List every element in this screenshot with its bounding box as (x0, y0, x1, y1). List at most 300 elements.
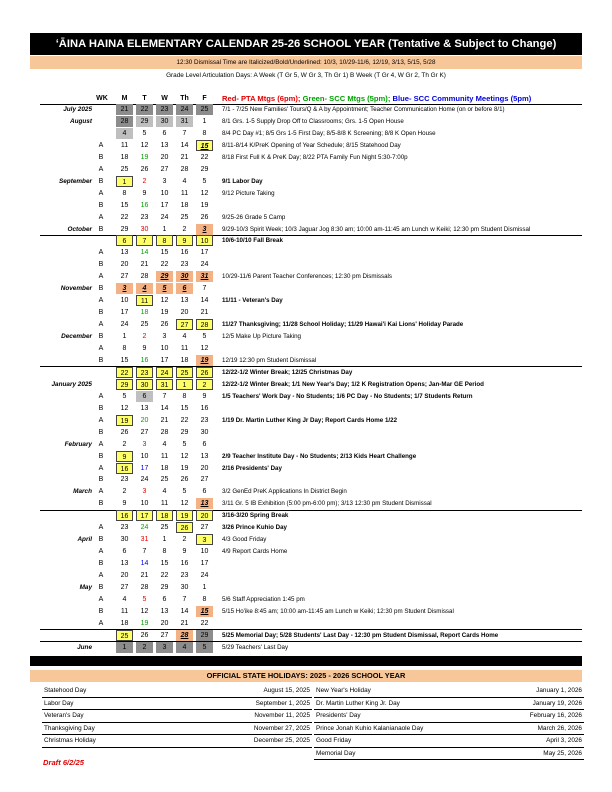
day-cell-fri: 20 (200, 464, 209, 472)
day-cell-mon: 1 (116, 176, 133, 187)
day-cell-thu: 25 (176, 367, 193, 378)
day-cell-fri: 8 (202, 595, 207, 603)
day-cell-tue: 6 (136, 391, 153, 402)
day-cell-wed: 24 (156, 367, 173, 378)
day-cell-wed: 13 (160, 141, 169, 149)
week-type: B (98, 607, 104, 615)
day-cell-mon: 11 (120, 607, 129, 615)
event-text: 12/22-1/2 Winter Break; 1/1 New Year's Day; 1/2 K Registration Opens; Jan-Mar GE Period (222, 380, 484, 388)
day-cell-wed: 3 (162, 177, 167, 185)
day-cell-fri: 8 (202, 129, 207, 137)
day-cell-fri: 21 (200, 309, 209, 317)
day-cell-wed: 31 (156, 379, 173, 390)
calendar-row (0, 391, 612, 402)
day-cell-wed: 1 (162, 225, 167, 233)
week-type: B (98, 356, 104, 364)
week-type: B (98, 404, 104, 412)
month-label: July 2025 (63, 106, 92, 113)
day-cell-mon: 23 (120, 476, 129, 484)
day-cell-tue: 24 (140, 476, 149, 484)
day-cell-tue: 12 (140, 141, 149, 149)
day-cell-mon: 12 (120, 404, 129, 412)
day-cell-wed: 10 (160, 345, 169, 352)
week-type: A (98, 488, 104, 496)
day-cell-fri: 17 (200, 560, 209, 568)
day-cell-fri: 5 (202, 177, 207, 185)
holiday-row (42, 735, 312, 748)
day-cell-mon: 15 (120, 356, 129, 364)
day-cell-wed: 25 (160, 476, 169, 484)
week-type: B (98, 177, 104, 185)
day-cell-fri: 12 (200, 189, 209, 197)
day-cell-wed: 17 (160, 201, 169, 209)
day-cell-fri: 26 (196, 367, 213, 378)
calendar-row (0, 451, 612, 462)
day-cell-fri: 26 (200, 213, 209, 221)
day-cell-fri: 22 (200, 619, 209, 627)
holidays-title: OFFICIAL STATE HOLIDAYS: 2025 - 2026 SCHOOL YEAR (30, 670, 582, 682)
day-cell-thu: 22 (180, 416, 189, 424)
day-cell-wed: 20 (160, 619, 169, 627)
week-type: A (98, 440, 104, 448)
event-text: 9/25-26 Grade 5 Camp (222, 213, 286, 221)
week-type: A (98, 213, 104, 221)
calendar-row (0, 582, 612, 593)
holiday-date: February 16, 2026 (529, 712, 582, 719)
day-cell-wed: 29 (156, 271, 173, 282)
day-cell-wed: 28 (160, 428, 169, 436)
day-cell-wed: 13 (160, 607, 169, 615)
day-cell-mon: 20 (120, 572, 129, 580)
week-type: A (98, 141, 104, 149)
day-cell-thu: 15 (180, 404, 189, 412)
calendar-row (0, 259, 612, 270)
day-cell-wed: 3 (156, 642, 173, 653)
week-type: A (98, 416, 104, 424)
week-type: A (98, 572, 104, 580)
calendar-row (0, 439, 612, 450)
day-cell-thu: 16 (180, 560, 189, 568)
day-cell-fri: 5 (196, 642, 213, 653)
calendar-row (0, 307, 612, 318)
day-cell-tue: 26 (140, 631, 149, 639)
day-cell-fri: 13 (196, 498, 213, 509)
holiday-name: New Year's Holiday (316, 687, 371, 694)
event-text: 5/15 Ho'ike 8:45 am; 10:00 am-11:45 am Lunch w Keiki; 12:30 pm Student Dismissal (222, 607, 454, 615)
day-cell-fri: 22 (200, 153, 209, 161)
day-cell-fri: 19 (196, 355, 213, 366)
event-text: 7/1 - 7/25 New Families' Tours/Q & A by Appointment; Teacher Communication Home (on or before 8/1) (222, 106, 505, 113)
day-cell-mon: 13 (120, 560, 129, 568)
calendar-row (0, 474, 612, 485)
day-cell-wed: 24 (160, 213, 169, 221)
week-type: A (98, 273, 104, 281)
calendar-row (0, 594, 612, 605)
holiday-name: Dr. Martin Luther King Jr. Day (316, 699, 400, 707)
calendar-row (0, 546, 612, 557)
day-cell-fri: 25 (196, 104, 213, 115)
day-cell-fri: 23 (200, 416, 209, 424)
holiday-row (314, 723, 584, 736)
day-cell-tue: 26 (140, 165, 149, 173)
event-text: 3/16-3/20 Spring Break (222, 512, 289, 520)
calendar-row (0, 116, 612, 127)
day-cell-thu: 29 (180, 428, 189, 436)
day-cell-wed: 6 (162, 595, 167, 603)
day-cell-mon: 16 (116, 463, 133, 474)
day-cell-fri: 10 (196, 235, 213, 246)
day-cell-thu: 9 (182, 548, 187, 556)
week-type: A (98, 165, 104, 173)
day-cell-mon: 25 (120, 165, 129, 173)
day-cell-wed: 3 (162, 333, 167, 341)
event-text: 10/29-11/6 Parent Teacher Conferences; 12:30 pm Dismissals (222, 273, 393, 281)
day-cell-thu: 25 (180, 213, 189, 221)
week-type: B (98, 584, 104, 591)
day-cell-tue: 28 (140, 273, 149, 281)
day-cell-mon: 16 (116, 510, 133, 521)
day-cell-tue: 5 (142, 595, 147, 603)
day-cell-mon: 21 (116, 104, 133, 115)
day-cell-mon: 22 (116, 367, 133, 378)
day-cell-tue: 10 (140, 452, 149, 460)
day-cell-mon: 25 (116, 630, 133, 641)
day-cell-wed: 14 (160, 404, 169, 412)
day-cell-wed: 23 (156, 104, 173, 115)
month-label: August (69, 117, 92, 125)
week-type: B (98, 428, 104, 436)
day-cell-thu: 11 (180, 189, 189, 197)
day-cell-tue: 27 (140, 428, 149, 436)
week-type: B (98, 261, 104, 269)
calendar-row (0, 128, 612, 139)
day-cell-tue: 21 (140, 261, 149, 269)
week-type: B (98, 285, 104, 293)
day-cell-wed: 6 (162, 129, 167, 137)
month-label: June (77, 643, 92, 651)
day-cell-tue: 10 (140, 500, 149, 508)
day-cell-wed: 26 (160, 321, 169, 329)
day-cell-tue: 9 (142, 345, 147, 352)
day-cell-thu: 19 (176, 510, 193, 521)
event-text: 2/9 Teacher Institute Day - No Students; 2/13 Kids Heart Challenge (222, 452, 417, 460)
holiday-row (314, 698, 584, 711)
day-cell-mon: 4 (122, 595, 127, 603)
day-cell-fri: 27 (200, 524, 209, 532)
day-cell-tue: 2 (142, 177, 147, 185)
day-cell-thu: 4 (176, 642, 193, 653)
day-cell-wed: 20 (160, 153, 169, 161)
event-text: 9/29-10/3 Spirit Week; 10/3 Jaguar Jog 8:30 am; 10:00 am-11:45 am Lunch w Keiki; 12:30 pm Student Dismissal (222, 225, 531, 233)
day-cell-tue: 22 (136, 104, 153, 115)
header-tue: T (142, 95, 147, 102)
day-cell-thu: 18 (180, 356, 189, 364)
header-wk: WK (96, 95, 108, 102)
day-cell-wed: 15 (160, 560, 169, 568)
day-cell-wed: 11 (160, 452, 169, 460)
event-text: 5/6 Staff Appreciation 1:45 pm (222, 595, 305, 603)
day-cell-wed: 17 (160, 356, 169, 364)
week-type: B (98, 560, 104, 568)
day-cell-tue: 5 (142, 129, 147, 137)
day-cell-thu: 5 (182, 488, 187, 496)
day-cell-mon: 28 (116, 116, 133, 127)
day-cell-thu: 30 (180, 584, 189, 591)
day-cell-fri: 30 (200, 428, 209, 436)
day-cell-fri: 29 (196, 630, 213, 641)
day-cell-fri: 5 (202, 333, 207, 341)
week-type: B (98, 309, 104, 317)
week-type: A (98, 321, 104, 329)
day-cell-fri: 17 (200, 249, 209, 257)
calendar-row (0, 415, 612, 426)
day-cell-wed: 8 (162, 548, 167, 556)
day-cell-thu: 31 (176, 116, 193, 127)
holiday-name: Memorial Day (316, 749, 356, 757)
event-text: 4/9 Report Cards Home (222, 548, 288, 556)
week-type: A (98, 548, 104, 556)
week-type: B (98, 452, 104, 460)
holiday-name: Thanksgiving Day (44, 724, 95, 732)
draft-label: Draft 6/2/25 (43, 758, 84, 767)
header-wed: W (161, 95, 168, 102)
day-cell-wed: 18 (160, 464, 169, 472)
month-label: February (64, 440, 92, 448)
day-cell-fri: 14 (200, 297, 209, 305)
week-type: B (98, 225, 104, 233)
day-cell-wed: 4 (162, 488, 167, 496)
calendar-row (0, 343, 612, 354)
day-cell-wed: 21 (160, 416, 169, 424)
day-cell-fri: 27 (200, 476, 209, 484)
day-cell-mon: 18 (120, 619, 129, 627)
articulation-note: Grade Level Articulation Days: A Week (T Gr 5, W Gr 3, Th Gr 1) B Week (T Gr 4, W Gr 2, Th Gr K) (166, 72, 446, 79)
month-label: April (77, 536, 92, 544)
header-thu: Th (180, 95, 189, 102)
day-cell-thu: 23 (180, 572, 189, 580)
day-cell-tue: 20 (140, 416, 149, 424)
header-fri: F (202, 95, 207, 102)
day-cell-wed: 19 (160, 309, 169, 317)
calendar-row (0, 630, 612, 641)
week-type: A (98, 249, 104, 257)
calendar-row (0, 606, 612, 617)
day-cell-thu: 21 (180, 153, 189, 161)
event-text: 3/26 Prince Kuhio Day (222, 524, 287, 532)
day-cell-mon: 1 (116, 642, 133, 653)
day-cell-tue: 19 (140, 619, 149, 627)
day-cell-fri: 12 (200, 345, 209, 352)
calendar-row (0, 104, 612, 115)
day-cell-thu: 7 (182, 595, 187, 603)
calendar-row (0, 534, 612, 545)
holiday-name: Veteran's Day (44, 712, 84, 719)
event-text: 8/18 First Full K & PreK Day; 8/22 PTA Family Fun Night 5:30-7:00p (222, 153, 408, 161)
day-cell-tue: 17 (140, 464, 149, 472)
dismissal-note: 12:30 Dismissal Time are Italicized/Bold/Underlined: 10/3, 10/29-11/6, 12/19, 3/13, 5/15, 5/28 (30, 56, 582, 69)
day-cell-wed: 18 (156, 510, 173, 521)
day-cell-mon: 8 (122, 345, 127, 352)
month-label: March (73, 488, 92, 496)
event-text: 5/29 Teachers' Last Day (222, 643, 289, 651)
day-cell-thu: 4 (182, 333, 187, 341)
day-cell-mon: 18 (120, 153, 129, 161)
calendar-row (0, 427, 612, 438)
week-type: A (98, 297, 104, 305)
event-text: 11/11 - Veteran's Day (222, 297, 283, 305)
legend-community: Blue- SCC Community Meetings (5pm) (392, 94, 532, 103)
event-text: 8/1 Grs. 1-5 Supply Drop Off to Classrooms; Grs. 1-5 Open House (222, 117, 404, 125)
day-cell-fri: 15 (196, 140, 213, 151)
holiday-name: Good Friday (316, 737, 352, 744)
day-cell-mon: 22 (120, 213, 129, 221)
holiday-date: March 26, 2026 (537, 724, 582, 732)
day-cell-tue: 30 (140, 225, 149, 233)
week-type: B (98, 333, 104, 341)
day-cell-thu: 27 (176, 319, 193, 330)
event-text: 1/19 Dr. Martin Luther King Jr Day; Report Cards Home 1/22 (222, 416, 398, 424)
event-text: 1/5 Teachers' Work Day - No Students; 1/6 PC Day - No Students; 1/7 Students Return (222, 392, 473, 400)
day-cell-wed: 10 (160, 189, 169, 197)
day-cell-tue: 11 (136, 295, 153, 306)
day-cell-mon: 2 (122, 440, 127, 448)
day-cell-thu: 12 (180, 500, 189, 508)
day-cell-tue: 23 (136, 367, 153, 378)
calendar-row (0, 355, 612, 366)
month-label: January 2025 (51, 380, 92, 388)
holiday-row (42, 710, 312, 723)
day-cell-thu: 18 (180, 201, 189, 209)
day-cell-mon: 17 (120, 309, 129, 317)
calendar-row (0, 486, 612, 497)
day-cell-fri: 1 (202, 584, 207, 591)
holidays-left-column (42, 685, 312, 748)
week-type: B (98, 536, 104, 544)
day-cell-thu: 8 (182, 392, 187, 400)
calendar-row (0, 140, 612, 151)
day-cell-wed: 30 (156, 116, 173, 127)
calendar-row (0, 618, 612, 629)
holiday-name: Christmas Holiday (44, 737, 96, 744)
holiday-date: January 19, 2026 (532, 699, 582, 707)
holiday-name: Statehood Day (44, 687, 87, 694)
day-cell-tue: 24 (140, 524, 149, 532)
day-cell-thu: 24 (176, 104, 193, 115)
day-cell-thu: 26 (180, 476, 189, 484)
header-mon: M (121, 95, 128, 102)
event-text: 8/4 PC Day #1; 8/5 Grs 1-5 First Day; 8/5-8/8 K Screening; 8/8 K Open House (222, 129, 436, 137)
day-cell-tue: 7 (142, 548, 147, 556)
holiday-row (42, 698, 312, 711)
calendar-row (0, 271, 612, 282)
legend-pta: Red- PTA Mtgs (6pm); (222, 94, 301, 103)
holiday-divider-bar (30, 656, 582, 666)
event-text: 9/12 Picture Taking (222, 189, 275, 197)
day-cell-mon: 29 (120, 225, 129, 233)
calendar-row (0, 224, 612, 235)
day-cell-mon: 8 (122, 189, 127, 197)
holiday-name: Labor Day (44, 699, 74, 707)
holiday-date: May 25, 2026 (543, 749, 582, 757)
event-text: 8/11-8/14 K/PreK Opening of Year Schedule; 8/15 Statehood Day (222, 141, 401, 149)
day-cell-mon: 6 (116, 235, 133, 246)
day-cell-tue: 31 (140, 536, 149, 544)
holiday-row (314, 735, 584, 748)
calendar-row (0, 319, 612, 330)
day-cell-thu: 14 (180, 141, 189, 149)
day-cell-fri: 1 (202, 117, 207, 125)
day-cell-mon: 9 (122, 500, 127, 508)
month-label: December (61, 333, 92, 341)
calendar-row (0, 498, 612, 509)
day-cell-tue: 21 (140, 572, 149, 580)
day-cell-mon: 29 (116, 379, 133, 390)
holiday-row (314, 710, 584, 723)
day-cell-mon: 24 (120, 321, 129, 329)
holiday-name: Prince Jonah Kuhio Kalanianaole Day (316, 724, 424, 732)
day-cell-tue: 30 (136, 379, 153, 390)
holiday-row (314, 748, 584, 761)
day-cell-wed: 8 (156, 235, 173, 246)
day-cell-wed: 11 (160, 500, 169, 508)
holiday-name: Presidents' Day (316, 712, 361, 719)
day-cell-fri: 6 (202, 440, 207, 448)
day-cell-wed: 12 (160, 297, 169, 305)
day-cell-tue: 16 (140, 201, 149, 209)
holiday-date: August 15, 2025 (263, 687, 310, 694)
day-cell-fri: 6 (202, 488, 207, 496)
calendar-row (0, 642, 612, 653)
day-cell-thu: 28 (176, 630, 193, 641)
day-cell-tue: 4 (136, 283, 153, 294)
event-text: 12/22-1/2 Winter Break; 12/25 Christmas Day (222, 368, 353, 376)
day-cell-fri: 15 (196, 606, 213, 617)
day-cell-fri: 19 (200, 201, 209, 209)
calendar-row (0, 235, 612, 246)
day-cell-tue: 19 (140, 153, 149, 161)
event-text: 12/5 Make Up Picture Taking (222, 333, 301, 341)
day-cell-thu: 20 (180, 309, 189, 317)
calendar-row (0, 510, 612, 521)
day-cell-fri: 2 (196, 379, 213, 390)
day-cell-mon: 20 (120, 261, 129, 269)
day-cell-wed: 1 (162, 536, 167, 544)
calendar-row (0, 176, 612, 187)
day-cell-fri: 3 (196, 224, 213, 235)
day-cell-mon: 2 (122, 488, 127, 496)
holiday-date: January 1, 2026 (536, 687, 582, 694)
day-cell-fri: 7 (202, 285, 207, 293)
day-cell-thu: 13 (180, 297, 189, 305)
day-cell-mon: 15 (120, 201, 129, 209)
calendar-row (0, 522, 612, 533)
day-cell-fri: 31 (196, 271, 213, 282)
day-cell-fri: 24 (200, 261, 209, 269)
calendar-row (0, 164, 612, 175)
day-cell-thu: 5 (182, 440, 187, 448)
day-cell-thu: 2 (182, 536, 187, 544)
day-cell-tue: 16 (140, 356, 149, 364)
day-cell-thu: 23 (180, 261, 189, 269)
day-cell-mon: 30 (120, 536, 129, 544)
week-type: A (98, 189, 104, 197)
day-cell-thu: 21 (180, 619, 189, 627)
day-cell-mon: 6 (122, 548, 127, 556)
holiday-date: April 3, 2026 (546, 737, 582, 744)
day-cell-thu: 9 (176, 235, 193, 246)
day-cell-mon: 13 (120, 249, 129, 257)
calendar-row (0, 295, 612, 306)
